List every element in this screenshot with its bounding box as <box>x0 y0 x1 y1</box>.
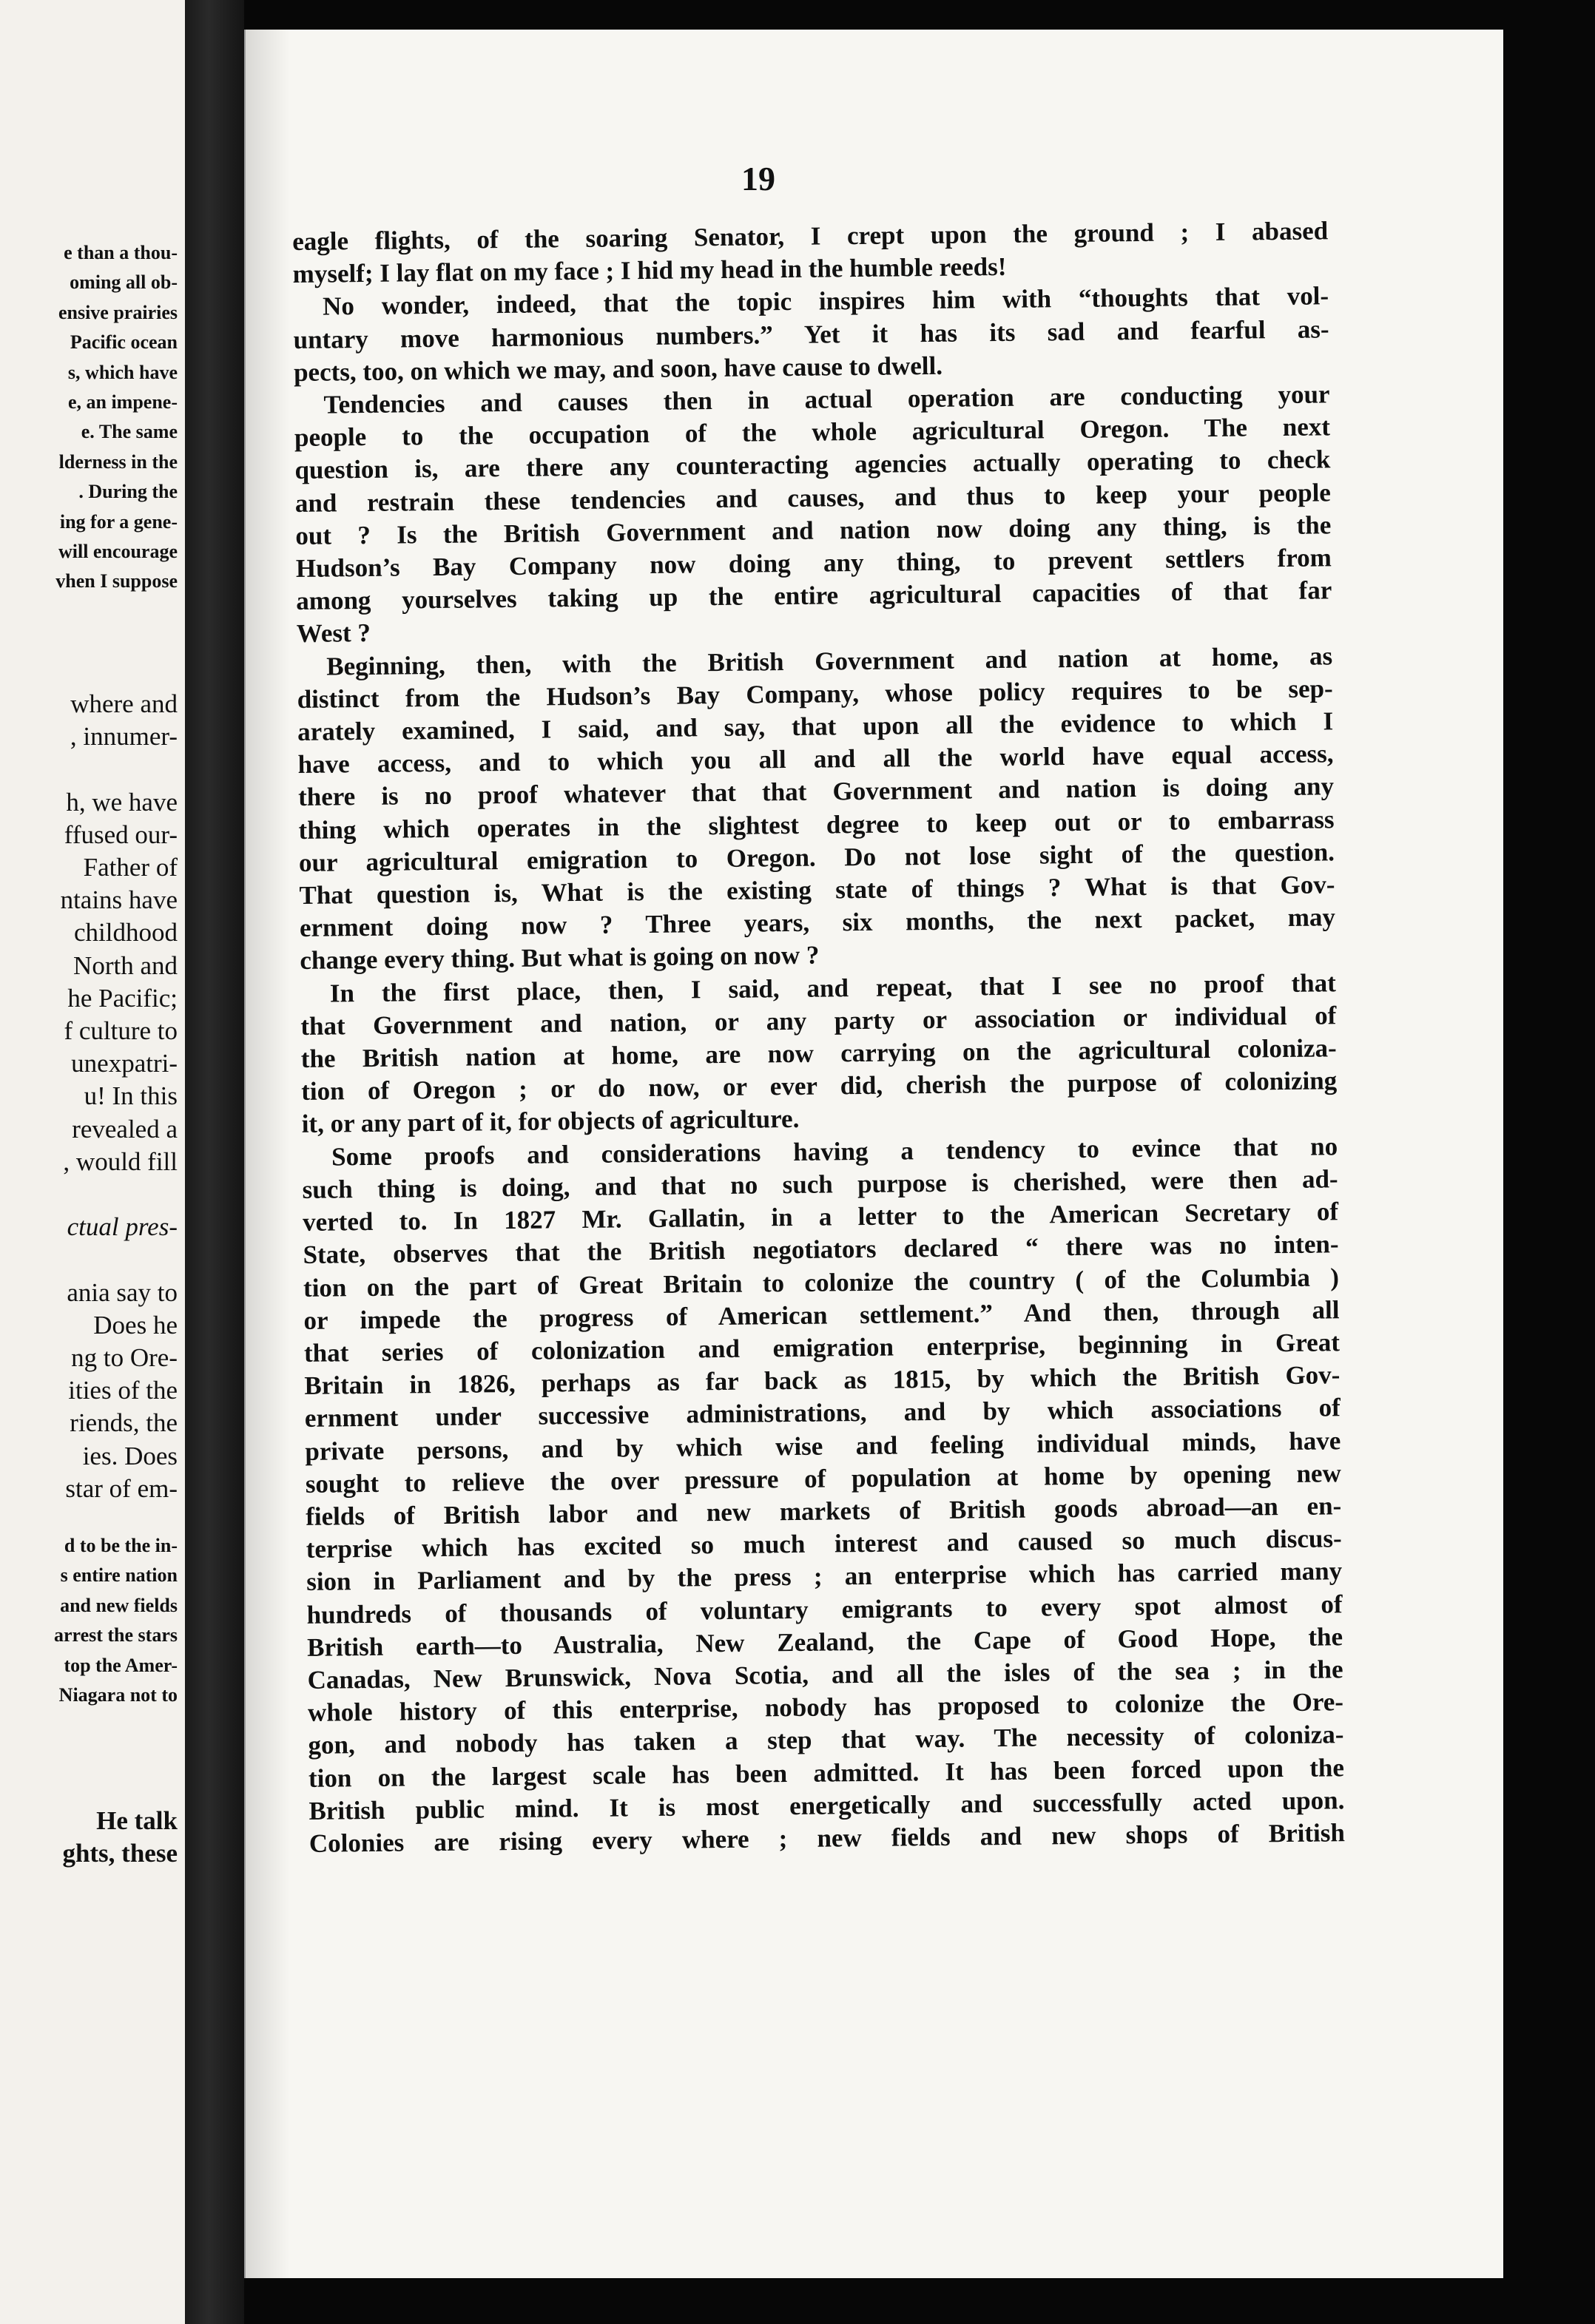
left-page-fragment <box>0 0 188 2324</box>
book-spine-gutter <box>185 0 244 2324</box>
left-line: Pacific ocean <box>70 331 178 354</box>
text-line: have access, and to which you all and all the world have equal access, <box>297 739 1334 780</box>
left-line: North and <box>73 950 178 980</box>
text-line: myself; I lay flat on my face ; I hid my head in the humble reeds! <box>292 252 1007 289</box>
left-line <box>0 753 178 786</box>
left-line: he Pacific; <box>67 983 178 1013</box>
text-line: In the first place, then, I said, and repeat, that I see no proof that <box>329 967 1336 1008</box>
left-line: childhood <box>74 918 178 947</box>
text-line: British earth—to Australia, New Zealand, the Cape of Good Hope, the <box>306 1621 1343 1662</box>
left-line: s, which have <box>67 361 178 383</box>
text-line: tion on the largest scale has been admitted. It has been forced upon the <box>308 1752 1345 1793</box>
text-line: sion in Parliament and by the press ; an enterprise which has carried many <box>306 1556 1343 1597</box>
left-line: lderness in the <box>58 450 178 473</box>
text-line: Colonies are rising every where ; new fields and new shops of British <box>308 1818 1346 1858</box>
text-line: No wonder, indeed, that the topic inspires him with “thoughts that vol- <box>322 281 1329 321</box>
text-line: tion of Oregon ; or do now, or ever did, cherish the purpose of colonizing <box>301 1066 1338 1107</box>
left-line: and new fields <box>60 1594 178 1616</box>
text-line: private persons, and by which wise and feeling individual minds, have <box>305 1425 1341 1466</box>
text-line: That question is, What is the existing state of things ? What is that Gov- <box>299 870 1335 911</box>
left-line: , innumer- <box>70 722 178 751</box>
text-line: there is no proof whatever that that Government and nation is doing any <box>297 771 1335 812</box>
left-page-top-notes <box>0 238 178 597</box>
left-line: riends, the <box>70 1408 178 1438</box>
text-line: the British nation at home, are now carrying on the agricultural coloniza- <box>300 1033 1337 1074</box>
text-line: terprise which has excited so much interest and caused so much discus- <box>306 1524 1342 1564</box>
left-line: ffused our- <box>64 820 178 849</box>
left-line: ities of the <box>68 1376 178 1405</box>
text-line: pects, too, on which we may, and soon, have cause to dwell. <box>293 351 943 387</box>
text-line: Some proofs and considerations having a tendency to evince that no <box>331 1131 1338 1172</box>
text-line: tion on the part of Great Britain to colonize the country ( of the Columbia ) <box>303 1262 1340 1303</box>
text-line: State, observes that the British negotiators declared “ there was no inten- <box>303 1229 1339 1270</box>
text-line: and restrain these tendencies and causes, and thus to keep your people <box>294 477 1332 518</box>
text-line: arately examined, I said, and say, that upon all the evidence to which I <box>297 706 1334 747</box>
text-line: sought to relieve the over pressure of population at home by opening new <box>305 1458 1341 1499</box>
text-line: that Government and nation, or any party or association or individual of <box>300 1001 1337 1041</box>
page-number: 19 <box>741 160 775 197</box>
left-line: ng to Ore- <box>71 1343 178 1373</box>
text-line: change every thing. But what is going on now ? <box>300 941 820 976</box>
left-line <box>0 1178 178 1211</box>
left-line: s entire nation <box>60 1564 178 1587</box>
left-line: arrest the stars <box>53 1624 178 1646</box>
left-line: unexpatri- <box>71 1049 178 1078</box>
text-line: distinct from the Hudson’s Bay Company, whose policy requires to be sep- <box>297 674 1333 714</box>
text-line: eagle flights, of the soaring Senator, I crept upon the ground ; I abased <box>292 216 1329 256</box>
left-line: revealed a <box>72 1114 178 1144</box>
left-line: will encourage <box>58 541 178 563</box>
text-line: or impede the progress of American settlement.” And then, through all <box>303 1294 1340 1335</box>
left-page-body <box>0 688 178 1505</box>
left-page-bottom-notes <box>0 1531 178 1710</box>
left-line: . During the <box>78 481 178 503</box>
left-page-bottom-body <box>0 1805 178 1870</box>
text-line: people to the occupation of the whole agricultural Oregon. The next <box>294 412 1331 453</box>
left-line: Niagara not to <box>58 1684 178 1706</box>
text-line: it, or any part of it, for objects of agriculture. <box>301 1104 800 1139</box>
left-line: ies. Does <box>82 1441 178 1470</box>
body-text <box>292 215 1345 1860</box>
left-line: ghts, these <box>62 1839 178 1868</box>
left-line: ing for a gene- <box>59 510 178 533</box>
left-line: ensive prairies <box>58 301 178 323</box>
left-line: e, an impene- <box>67 391 178 413</box>
text-line: hundreds of thousands of voluntary emigrants to every spot almost of <box>306 1589 1343 1629</box>
text-line: gon, and nobody has taken a step that way. The necessity of coloniza- <box>308 1720 1344 1760</box>
left-line: f culture to <box>64 1016 178 1046</box>
left-line: h, we have <box>66 787 178 817</box>
left-line: vhen I suppose <box>55 570 178 592</box>
text-line: among yourselves taking up the entire agricultural capacities of that far <box>296 575 1332 616</box>
text-line: question is, are there any counteracting agencies actually operating to check <box>294 445 1331 485</box>
left-line: d to be the in- <box>64 1535 178 1556</box>
left-line: u! In this <box>84 1081 178 1111</box>
text-line: fields of British labor and new markets of British goods abroad—an en- <box>306 1491 1342 1531</box>
text-line: Hudson’s Bay Company now doing any thing, to prevent settlers from <box>295 543 1332 584</box>
left-line: Father of <box>83 853 178 882</box>
left-line: Does he <box>93 1310 178 1340</box>
text-line: thing which operates in the slightest degree to keep out or to embarrass <box>298 804 1335 845</box>
left-line: oming all ob- <box>70 271 178 294</box>
text-line: West ? <box>296 618 371 649</box>
left-line: e than a thou- <box>64 242 178 263</box>
text-line: such thing is doing, and that no such purpose is cherished, were then ad- <box>302 1164 1338 1204</box>
text-line: ernment under successive administrations, and by which associations of <box>304 1393 1341 1433</box>
left-line: where and <box>70 689 178 718</box>
left-line: ania say to <box>67 1277 178 1307</box>
left-line: ctual pres- <box>67 1212 178 1242</box>
text-line: Tendencies and causes then in actual operation are conducting your <box>323 379 1330 419</box>
left-line: star of em- <box>65 1473 178 1503</box>
text-line: verted to. In 1827 Mr. Gallatin, in a letter to the American Secretary of <box>302 1197 1339 1237</box>
text-line: Canadas, New Brunswick, Nova Scotia, and all the isles of the sea ; in the <box>307 1655 1343 1695</box>
text-line: out ? Is the British Government and nation now doing any thing, is the <box>295 510 1332 550</box>
text-line: Britain in 1826, perhaps as far back as 1815, by which the British Gov- <box>304 1360 1341 1401</box>
page-shadow <box>246 30 290 2278</box>
text-line: British public mind. It is most energetically and successfully acted upon. <box>308 1785 1345 1825</box>
text-line: whole history of this enterprise, nobody has proposed to colonize the Ore- <box>307 1687 1344 1728</box>
text-line: ernment doing now ? Three years, six months, the next packet, may <box>299 902 1336 943</box>
left-line: e. The same <box>81 421 178 443</box>
left-line: top the Amer- <box>64 1654 178 1676</box>
text-line: Beginning, then, with the British Government and nation at home, as <box>326 641 1333 681</box>
left-line: He talk <box>96 1806 178 1835</box>
text-line: our agricultural emigration to Oregon. Do not lose sight of the question. <box>298 837 1335 877</box>
text-line: untary move harmonious numbers.” Yet it has its sad and fearful as- <box>293 314 1329 354</box>
left-line: , would fill <box>63 1146 178 1176</box>
left-line: ntains have <box>60 885 178 915</box>
text-line: that series of colonization and emigration enterprise, beginning in Great <box>303 1328 1341 1368</box>
left-line <box>0 1243 178 1276</box>
